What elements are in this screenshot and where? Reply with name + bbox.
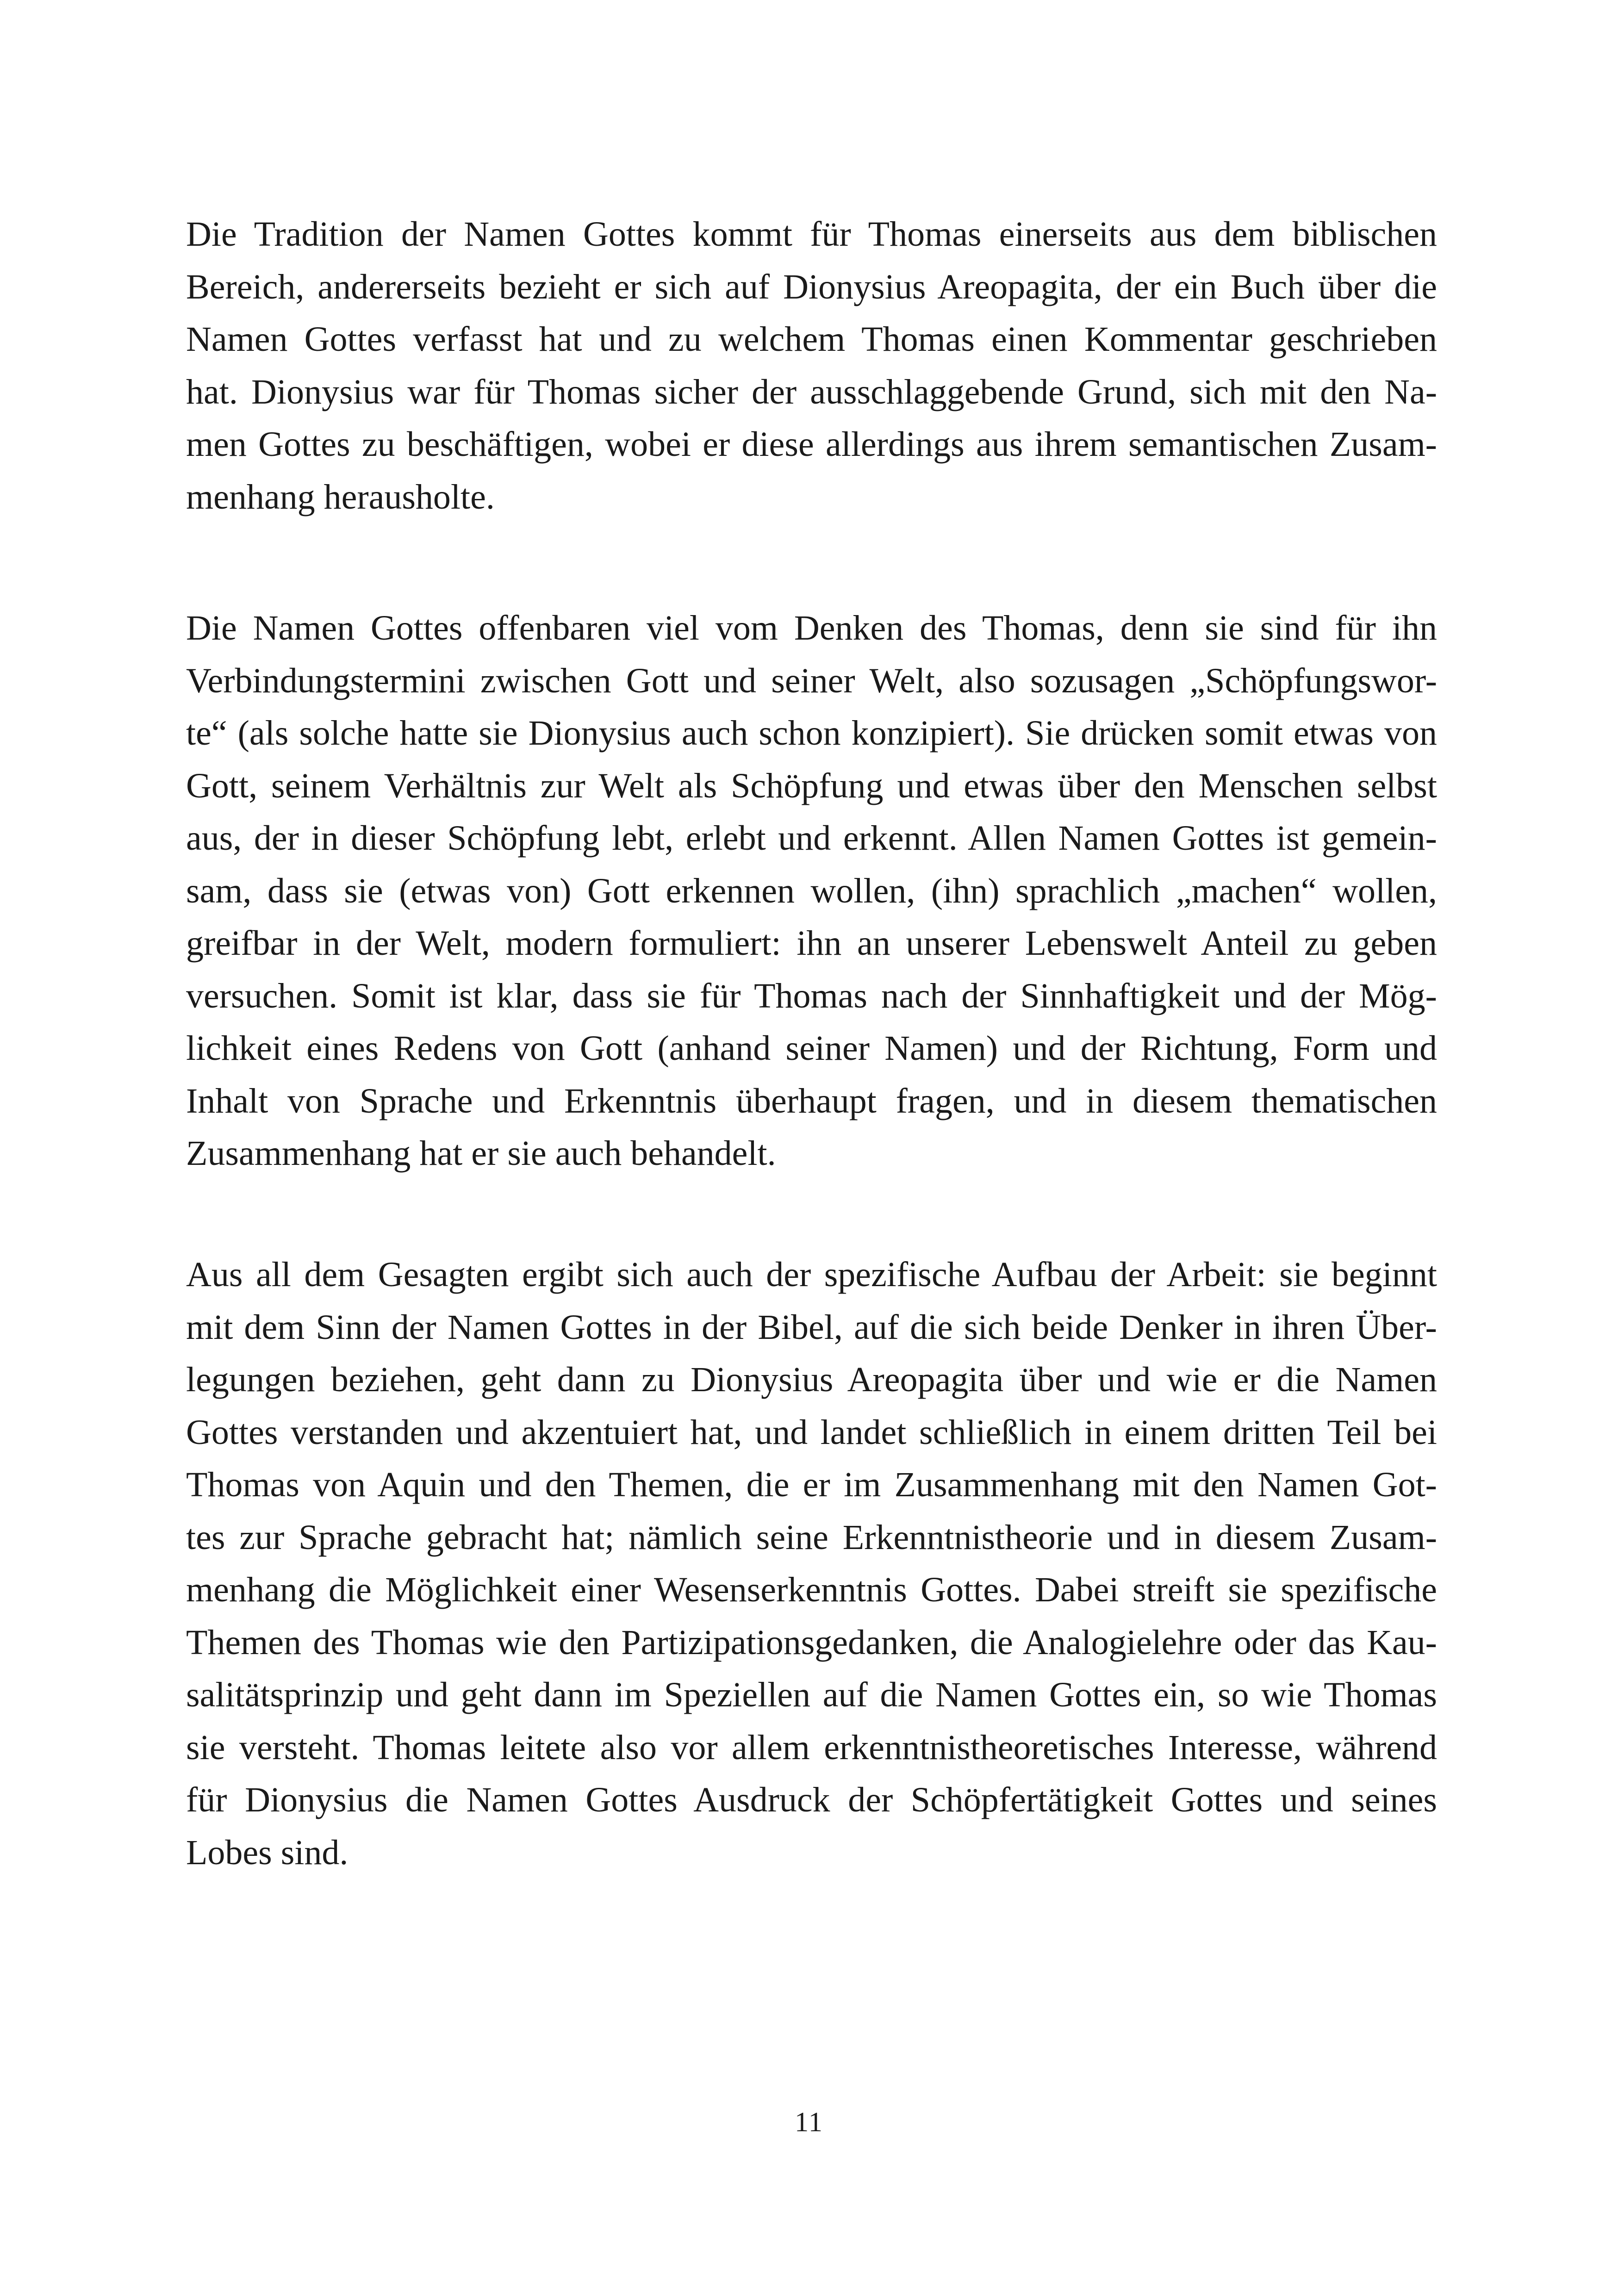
text-line: menhang die Möglichkeit einer Wesenserkenntnis Gottes. Dabei streift sie spezifische: [186, 1570, 1437, 1609]
text-line: legungen beziehen, geht dann zu Dionysius Areopagita über und wie er die Namen: [186, 1360, 1437, 1399]
text-line: Lobes sind.: [186, 1833, 348, 1872]
text-line: te“ (als solche hatte sie Dionysius auch schon konzipiert). Sie drücken somit etwas von: [186, 714, 1437, 753]
text-line: aus, der in dieser Schöpfung lebt, erlebt und erkennt. Allen Namen Gottes ist gemein-: [186, 819, 1437, 858]
text-line: menhang herausholte.: [186, 477, 495, 516]
text-line: lichkeit eines Redens von Gott (anhand seiner Namen) und der Richtung, Form und: [186, 1029, 1437, 1068]
paragraph-3: [186, 1249, 1437, 1879]
text-line: für Dionysius die Namen Gottes Ausdruck der Schöpfertätigkeit Gottes und seines: [186, 1780, 1437, 1819]
text-line: salitätsprinzip und geht dann im Speziellen auf die Namen Gottes ein, so wie Thomas: [186, 1675, 1437, 1714]
text-line: hat. Dionysius war für Thomas sicher der ausschlaggebende Grund, sich mit den Na-: [186, 372, 1437, 411]
text-line: Aus all dem Gesagten ergibt sich auch der spezifische Aufbau der Arbeit: sie beginnt: [186, 1255, 1437, 1294]
text-line: Thomas von Aquin und den Themen, die er im Zusammenhang mit den Namen Got-: [186, 1465, 1437, 1504]
text-line: Die Tradition der Namen Gottes kommt für Thomas einerseits aus dem biblischen: [186, 215, 1437, 254]
page-number: 11: [795, 2107, 823, 2137]
text-line: Gott, seinem Verhältnis zur Welt als Schöpfung und etwas über den Menschen selbst: [186, 766, 1437, 805]
text-line: tes zur Sprache gebracht hat; nämlich seine Erkenntnistheorie und in diesem Zusam-: [186, 1518, 1437, 1557]
text-line: Namen Gottes verfasst hat und zu welchem Thomas einen Kommentar geschrieben: [186, 320, 1437, 359]
text-line: Die Namen Gottes offenbaren viel vom Denken des Thomas, denn sie sind für ihn: [186, 609, 1437, 647]
paragraph-1: [186, 208, 1437, 523]
paragraph-2: [186, 602, 1437, 1180]
text-line: Inhalt von Sprache und Erkenntnis überhaupt fragen, und in diesem thematischen: [186, 1081, 1437, 1120]
text-line: sam, dass sie (etwas von) Gott erkennen wollen, (ihn) sprachlich „machen“ wollen,: [186, 871, 1437, 910]
text-line: Gottes verstanden und akzentuiert hat, und landet schließlich in einem dritten Teil bei: [186, 1412, 1437, 1452]
text-line: sie versteht. Thomas leitete also vor allem erkenntnistheoretisches Interesse, während: [186, 1728, 1437, 1767]
text-line: versuchen. Somit ist klar, dass sie für Thomas nach der Sinnhaftigkeit und der Mög-: [186, 976, 1437, 1015]
text-line: mit dem Sinn der Namen Gottes in der Bibel, auf die sich beide Denker in ihren Über-: [186, 1307, 1437, 1347]
text-line: Bereich, andererseits bezieht er sich auf Dionysius Areopagita, der ein Buch über die: [186, 267, 1437, 306]
text-line: greifbar in der Welt, modern formuliert: ihn an unserer Lebenswelt Anteil zu geben: [186, 924, 1437, 963]
text-line: men Gottes zu beschäftigen, wobei er diese allerdings aus ihrem semantischen Zusam-: [186, 425, 1437, 464]
text-line: Themen des Thomas wie den Partizipationsgedanken, die Analogielehre oder das Kau-: [186, 1623, 1437, 1662]
text-line: Verbindungstermini zwischen Gott und seiner Welt, also sozusagen „Schöpfungswor-: [186, 661, 1437, 700]
text-line: Zusammenhang hat er sie auch behandelt.: [186, 1134, 776, 1173]
